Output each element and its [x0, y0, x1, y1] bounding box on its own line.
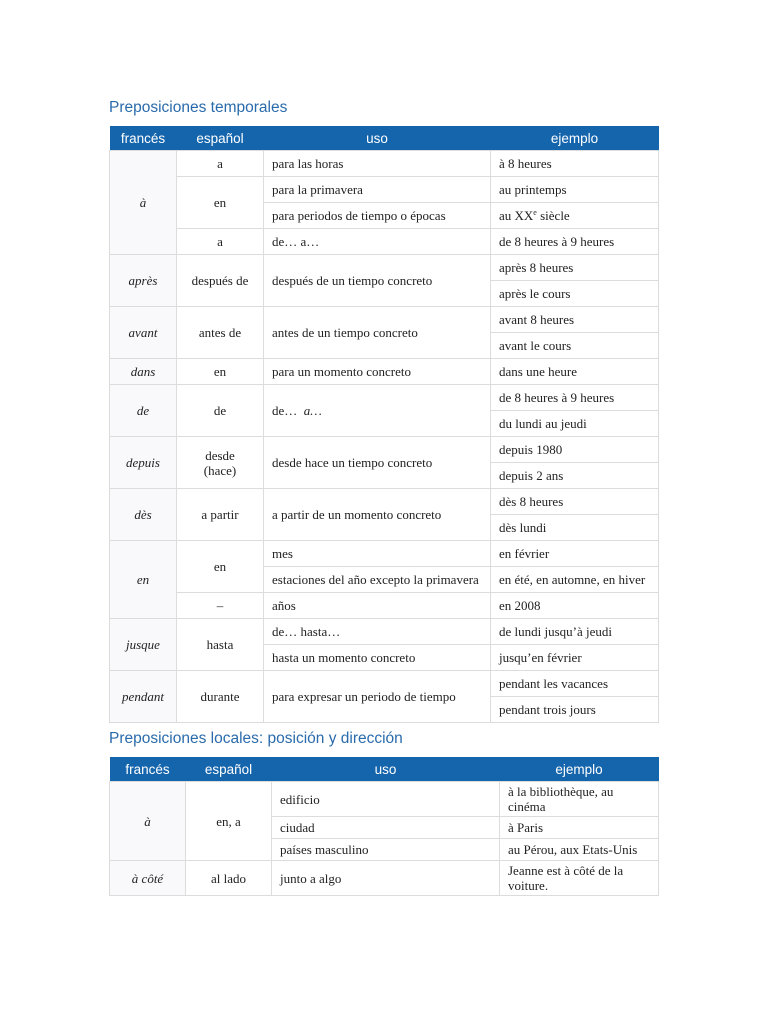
table-row: [110, 359, 659, 385]
header-uso: uso: [272, 757, 500, 782]
uso-text: de…: [272, 403, 304, 418]
cell-uso: para periodos de tiempo o épocas: [264, 203, 491, 229]
table-row: [110, 671, 659, 697]
cell-espanol: hasta: [177, 619, 264, 671]
cell-ejemplo: en février: [491, 541, 659, 567]
cell-frances: de: [110, 385, 177, 437]
cell-ejemplo: en été, en automne, en hiver: [491, 567, 659, 593]
cell-espanol: –: [177, 593, 264, 619]
cell-espanol: a partir: [177, 489, 264, 541]
cell-ejemplo: de 8 heures à 9 heures: [491, 385, 659, 411]
cell-frances: dès: [110, 489, 177, 541]
header-espanol: español: [177, 126, 264, 151]
header-ejemplo: ejemplo: [500, 757, 659, 782]
header-frances: francés: [110, 126, 177, 151]
uso-italic: a…: [303, 403, 322, 418]
table-row: [110, 782, 659, 817]
table-row: [110, 619, 659, 645]
header-espanol: español: [186, 757, 272, 782]
table-row: [110, 861, 659, 896]
cell-ejemplo: dès 8 heures: [491, 489, 659, 515]
ejemplo-pre: au XX: [499, 208, 534, 223]
cell-ejemplo: à Paris: [500, 817, 659, 839]
cell-ejemplo: depuis 2 ans: [491, 463, 659, 489]
cell-frances: à: [110, 151, 177, 255]
cell-uso: junto a algo: [272, 861, 500, 896]
table-header-row: [110, 757, 659, 782]
table-row: [110, 437, 659, 463]
section-title-temporales: Preposiciones temporales: [109, 99, 288, 116]
cell-frances: pendant: [110, 671, 177, 723]
cell-ejemplo: après le cours: [491, 281, 659, 307]
cell-frances: après: [110, 255, 177, 307]
table-temporales: [109, 126, 659, 723]
cell-uso: mes: [264, 541, 491, 567]
cell-ejemplo: jusqu’en février: [491, 645, 659, 671]
table-row: [110, 489, 659, 515]
cell-uso: para la primavera: [264, 177, 491, 203]
cell-uso: años: [264, 593, 491, 619]
cell-espanol: después de: [177, 255, 264, 307]
cell-frances: avant: [110, 307, 177, 359]
cell-espanol: a: [177, 151, 264, 177]
cell-uso: estaciones del año excepto la primavera: [264, 567, 491, 593]
cell-uso: de… hasta…: [264, 619, 491, 645]
cell-uso: a partir de un momento concreto: [264, 489, 491, 541]
cell-ejemplo: au printemps: [491, 177, 659, 203]
cell-ejemplo: du lundi au jeudi: [491, 411, 659, 437]
cell-uso: antes de un tiempo concreto: [264, 307, 491, 359]
cell-ejemplo: dès lundi: [491, 515, 659, 541]
section-title-locales: Preposiciones locales: posición y dirección: [109, 730, 403, 747]
cell-ejemplo: [491, 203, 659, 229]
cell-uso: países masculino: [272, 839, 500, 861]
table-row: [110, 541, 659, 567]
table-row: [110, 229, 659, 255]
header-ejemplo: ejemplo: [491, 126, 659, 151]
cell-ejemplo: pendant les vacances: [491, 671, 659, 697]
cell-frances: à côté: [110, 861, 186, 896]
cell-uso: [264, 385, 491, 437]
cell-uso: para expresar un periodo de tiempo: [264, 671, 491, 723]
cell-uso: de… a…: [264, 229, 491, 255]
cell-frances: depuis: [110, 437, 177, 489]
table-row: [110, 307, 659, 333]
cell-frances: à: [110, 782, 186, 861]
cell-ejemplo: depuis 1980: [491, 437, 659, 463]
cell-ejemplo: pendant trois jours: [491, 697, 659, 723]
cell-uso: edificio: [272, 782, 500, 817]
cell-ejemplo: Jeanne est à côté de la voiture.: [500, 861, 659, 896]
ejemplo-post: siècle: [536, 208, 570, 223]
cell-ejemplo: au Pérou, aux Etats-Unis: [500, 839, 659, 861]
table-locales: [109, 757, 659, 896]
cell-espanol: desde (hace): [177, 437, 264, 489]
cell-frances: en: [110, 541, 177, 619]
cell-espanol: en: [177, 177, 264, 229]
cell-espanol: al lado: [186, 861, 272, 896]
cell-espanol: en, a: [186, 782, 272, 861]
ejemplo-sup: e: [533, 208, 537, 217]
cell-espanol: antes de: [177, 307, 264, 359]
cell-uso: para un momento concreto: [264, 359, 491, 385]
cell-uso: ciudad: [272, 817, 500, 839]
header-frances: francés: [110, 757, 186, 782]
table-row: [110, 151, 659, 177]
table-row: [110, 255, 659, 281]
cell-ejemplo: avant le cours: [491, 333, 659, 359]
cell-ejemplo: en 2008: [491, 593, 659, 619]
cell-uso: hasta un momento concreto: [264, 645, 491, 671]
cell-uso: para las horas: [264, 151, 491, 177]
cell-ejemplo: à 8 heures: [491, 151, 659, 177]
cell-espanol: en: [177, 359, 264, 385]
cell-frances: jusque: [110, 619, 177, 671]
cell-uso: después de un tiempo concreto: [264, 255, 491, 307]
cell-espanol: de: [177, 385, 264, 437]
cell-espanol: en: [177, 541, 264, 593]
cell-ejemplo: de lundi jusqu’à jeudi: [491, 619, 659, 645]
cell-frances: dans: [110, 359, 177, 385]
table-row: [110, 593, 659, 619]
cell-uso: desde hace un tiempo concreto: [264, 437, 491, 489]
cell-ejemplo: dans une heure: [491, 359, 659, 385]
table-row: [110, 385, 659, 411]
cell-ejemplo: de 8 heures à 9 heures: [491, 229, 659, 255]
cell-ejemplo: avant 8 heures: [491, 307, 659, 333]
table-row: [110, 177, 659, 203]
cell-ejemplo: après 8 heures: [491, 255, 659, 281]
header-uso: uso: [264, 126, 491, 151]
cell-espanol: a: [177, 229, 264, 255]
cell-espanol: durante: [177, 671, 264, 723]
cell-ejemplo: à la bibliothèque, au cinéma: [500, 782, 659, 817]
table-header-row: [110, 126, 659, 151]
